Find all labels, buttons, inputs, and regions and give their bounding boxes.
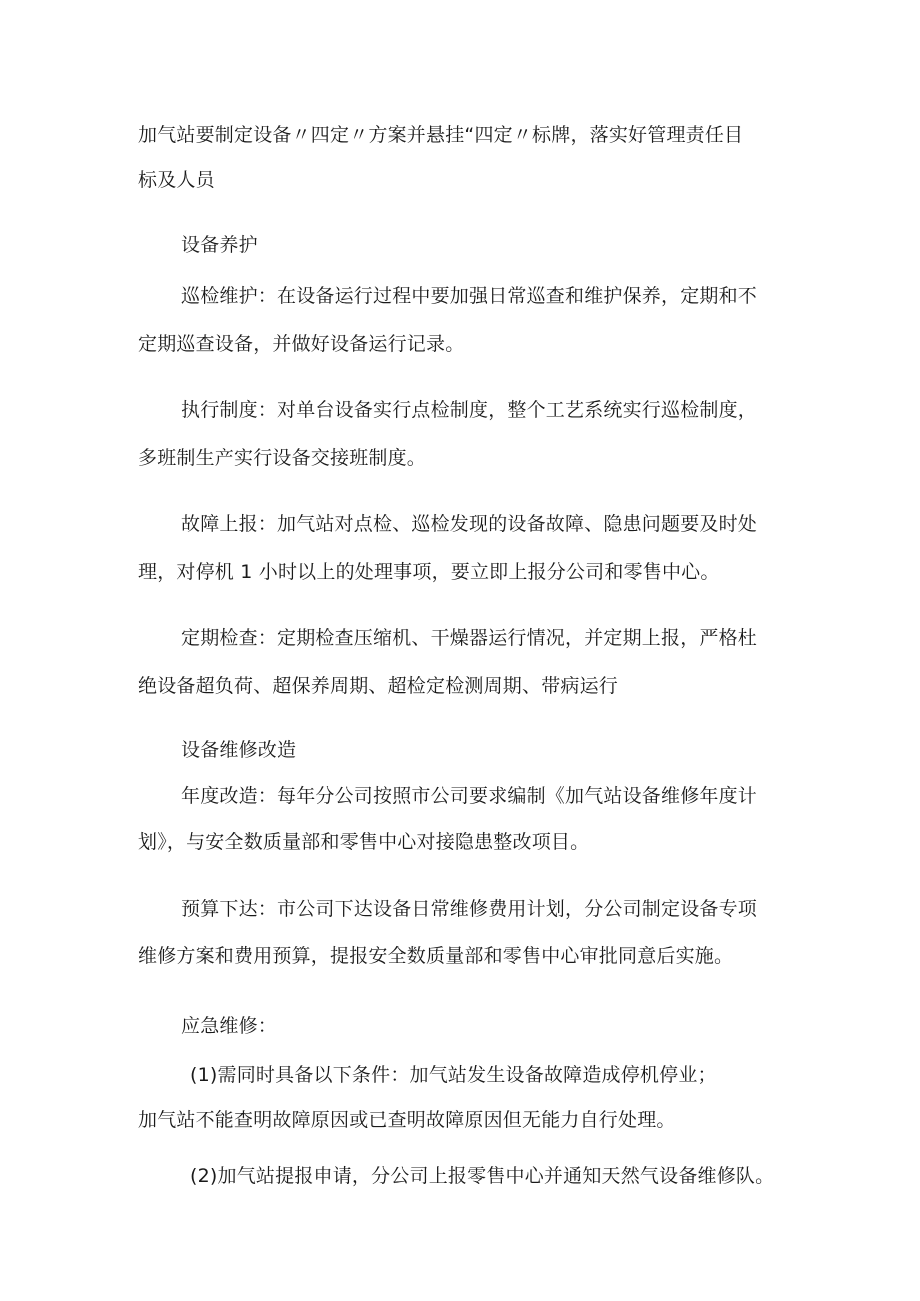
execution-paragraph-line-1: 执行制度：对单台设备实行点检制度，整个工艺系统实行巡检制度， bbox=[181, 399, 758, 421]
section-title-maintenance: 设备养护 bbox=[181, 234, 258, 256]
patrol-paragraph-line-2: 定期巡查设备，并做好设备运行记录。 bbox=[138, 333, 465, 355]
annual-paragraph-line-1: 年度改造：每年分公司按照市公司要求编制《加气站设备维修年度计 bbox=[181, 785, 758, 807]
execution-paragraph-line-2: 多班制生产实行设备交接班制度。 bbox=[138, 447, 427, 469]
item-1-line-2: 加气站不能查明故障原因或已查明故障原因但无能力自行处理。 bbox=[138, 1109, 676, 1131]
fault-report-line-2: 理，对停机 1 小时以上的处理事项，要立即上报分公司和零售中心。 bbox=[138, 561, 720, 583]
item-2-line-1: (2)加气站提报申请，分公司上报零售中心并通知天然气设备维修队。 bbox=[190, 1165, 775, 1187]
item-1-line-1: (1)需同时具备以下条件：加气站发生设备故障造成停机停业； bbox=[190, 1064, 717, 1086]
emergency-title: 应急维修： bbox=[181, 1015, 278, 1037]
budget-paragraph-line-2: 维修方案和费用预算，提报安全数质量部和零售中心审批同意后实施。 bbox=[138, 945, 734, 967]
regular-check-line-1: 定期检查：定期检查压缩机、干燥器运行情况，并定期上报，严格杜 bbox=[181, 627, 758, 649]
annual-paragraph-line-2: 划》，与安全数质量部和零售中心对接隐患整改项目。 bbox=[138, 831, 590, 853]
patrol-paragraph-line-1: 巡检维护：在设备运行过程中要加强日常巡查和维护保养，定期和不 bbox=[181, 285, 758, 307]
intro-line-2: 标及人员 bbox=[138, 169, 215, 191]
fault-report-line-1: 故障上报：加气站对点检、巡检发现的设备故障、隐患问题要及时处 bbox=[181, 513, 758, 535]
regular-check-line-2: 绝设备超负荷、超保养周期、超检定检测周期、带病运行 bbox=[138, 675, 619, 697]
budget-paragraph-line-1: 预算下达：市公司下达设备日常维修费用计划，分公司制定设备专项 bbox=[181, 898, 758, 920]
intro-line-1: 加气站要制定设备〃四定〃方案并悬挂“四定〃标牌，落实好管理责任目 bbox=[138, 124, 744, 146]
section-title-repair: 设备维修改造 bbox=[181, 739, 297, 761]
